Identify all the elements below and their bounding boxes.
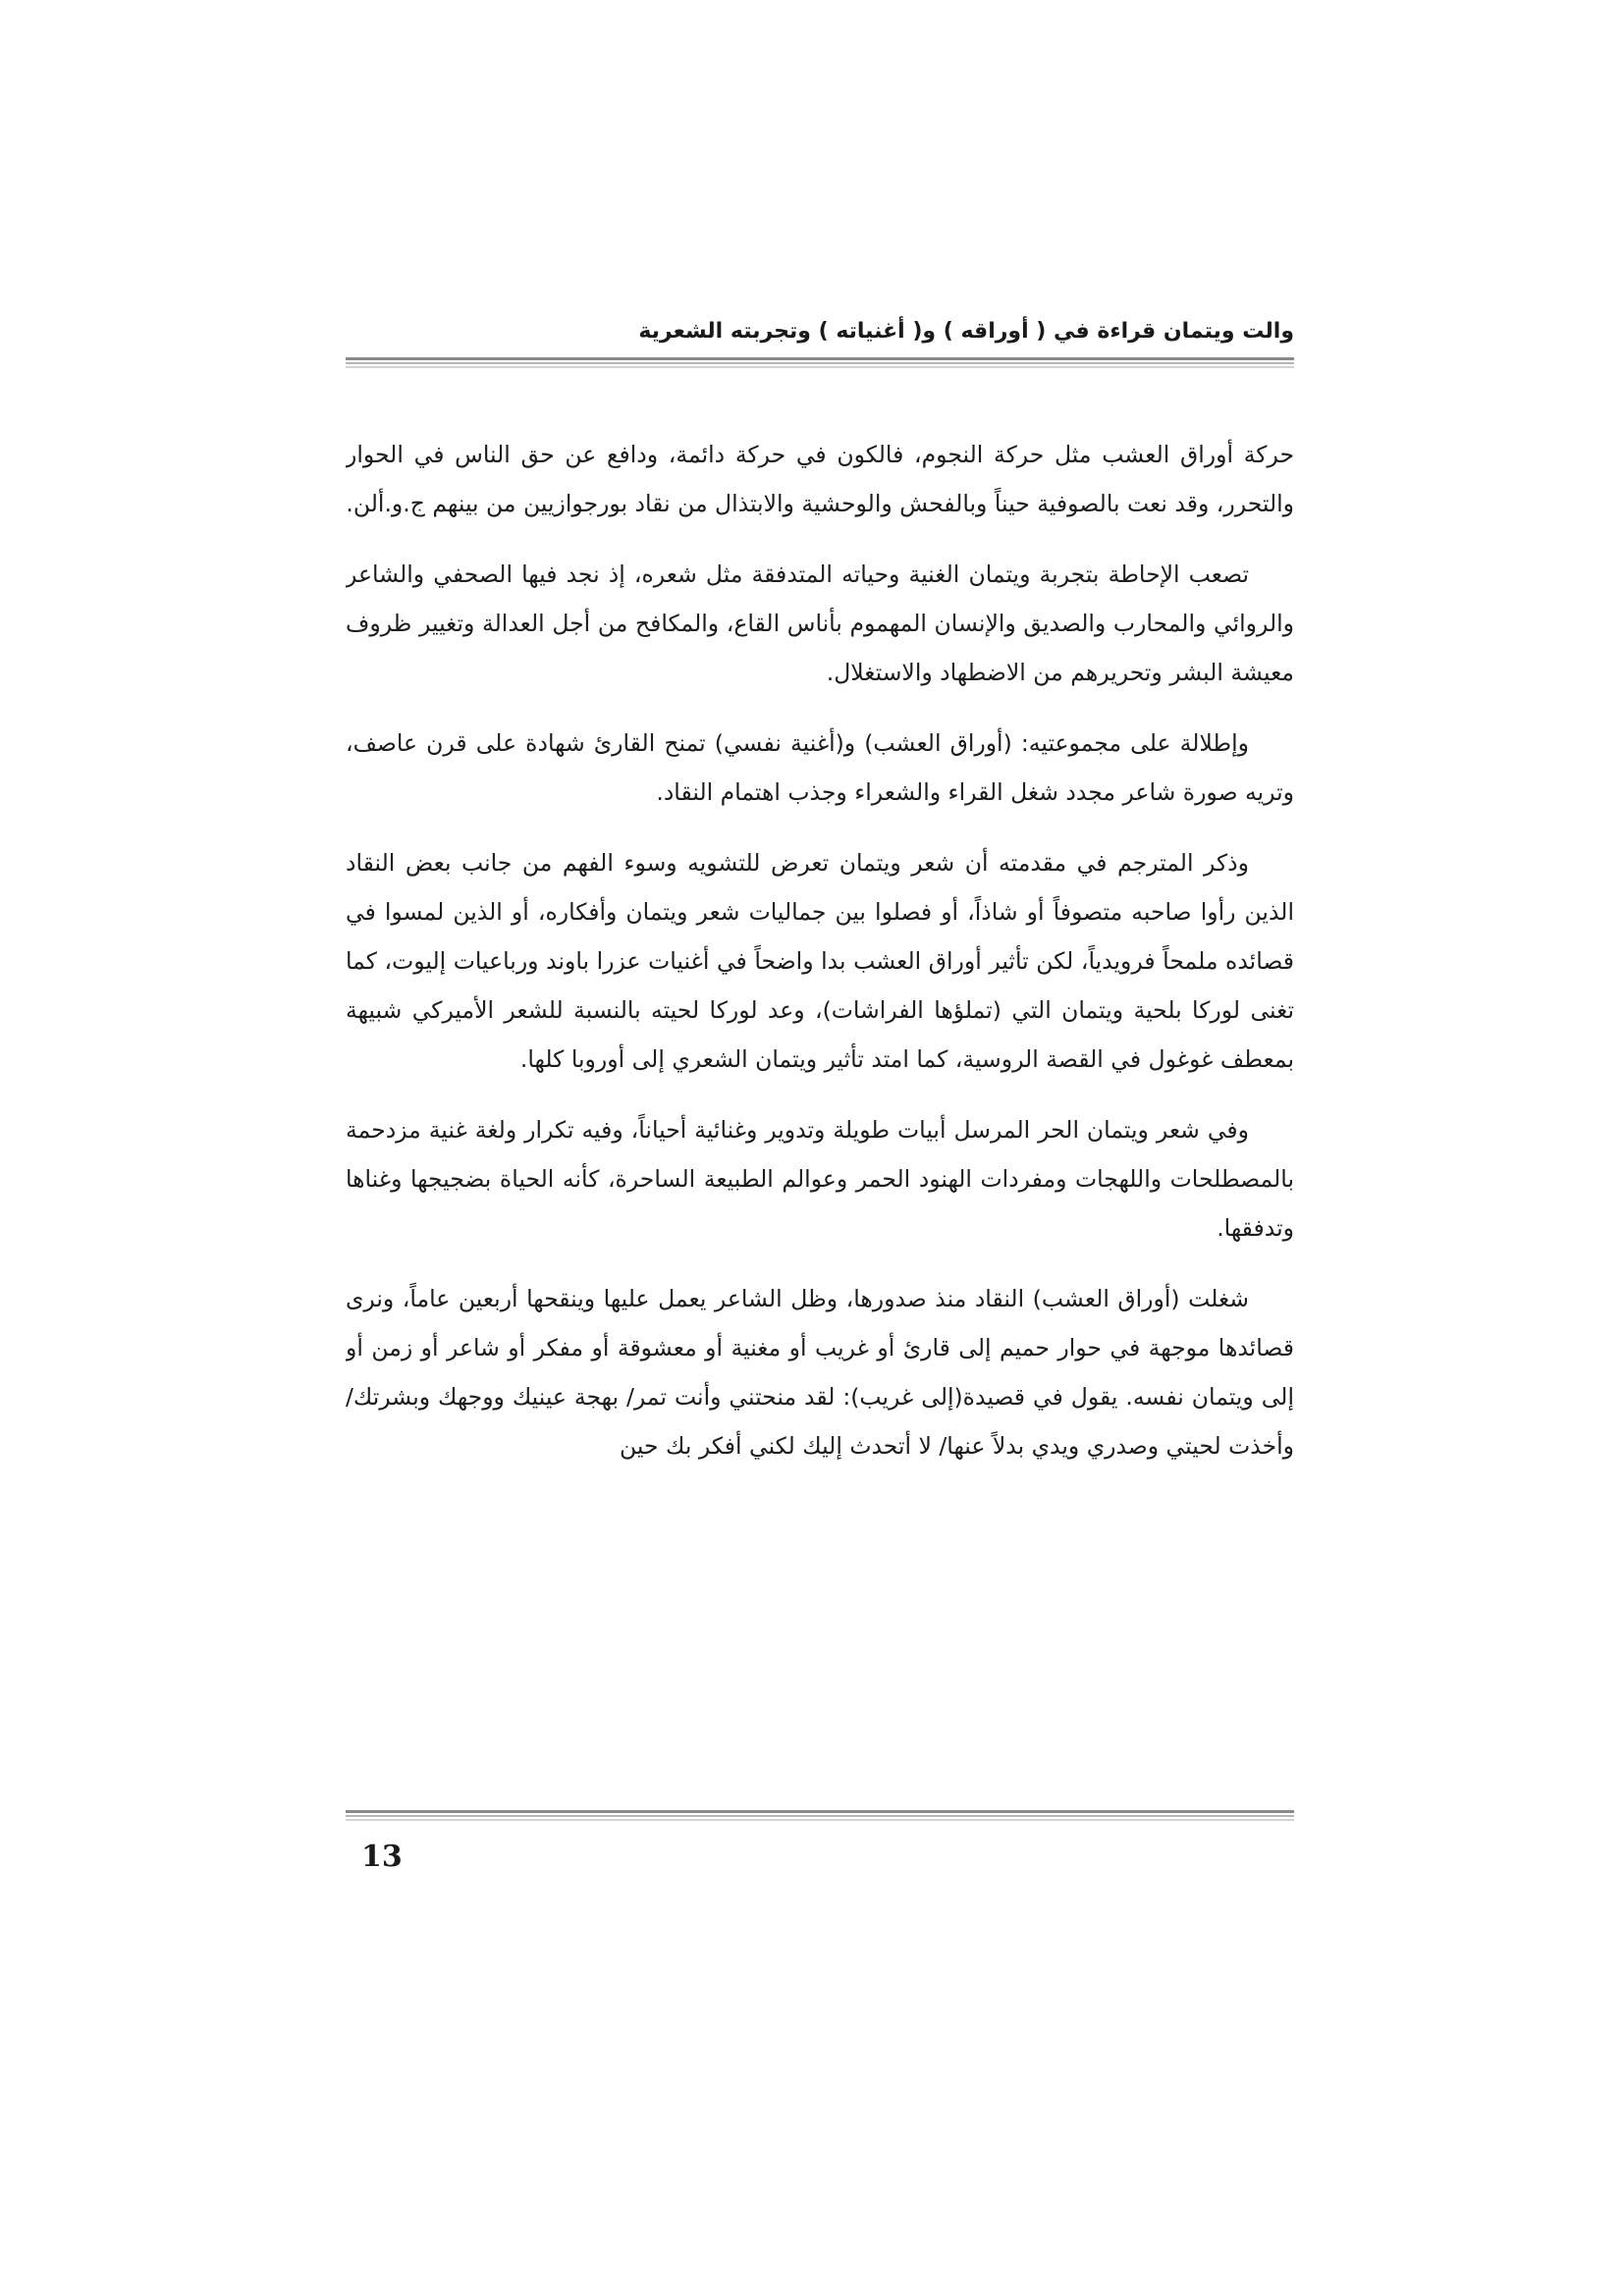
paragraph: وفي شعر ويتمان الحر المرسل أبيات طويلة وتدوير وغنائية أحياناً، وفيه تكرار ولغة غنية مزدحمة بالمصطلحات واللهجات ومفردات الهنود الحمر وعوالم الطبيعة الساحرة، كأنه الحياة بضجيجها وغناها وتدفقها. [346,1116,1294,1242]
page-number: 13 [361,1840,403,1874]
running-header-title: والت ويتمان قراءة في ( أوراقه ) و( أغنياته ) وتجربته الشعرية [638,319,1294,344]
body-text [346,430,1294,1804]
paragraph: حركة أوراق العشب مثل حركة النجوم، فالكون في حركة دائمة، ودافع عن حق الناس في الحوار والتحرر، وقد نعت بالصوفية حيناً وبالفحش والوحشية والابتذال من نقاد بورجوازيين من بينهم ج.و.ألن. [346,441,1294,517]
paragraph: وذكر المترجم في مقدمته أن شعر ويتمان تعرض للتشويه وسوء الفهم من جانب بعض النقاد الذين رأوا صاحبه متصوفاً أو شاذاً، أو فصلوا بين جماليات شعر ويتمان وأفكاره، أو الذين لمسوا في قصائده ملمحاً فرويدياً، لكن تأثير أوراق العشب بدا واضحاً في أغنيات عزرا باوند ورباعيات إليوت، كما تغنى لوركا بلحية ويتمان التي (تملؤها الفراشات)، وعد لوركا لحيته بالنسبة للشعر الأميركي شبيهة بمعطف غوغول في القصة الروسية، كما امتد تأثير ويتمان الشعري إلى أوروبا كلها. [346,849,1294,1073]
header-divider [346,357,1294,369]
footer-divider [346,1810,1294,1822]
paragraph: تصعب الإحاطة بتجربة ويتمان الغنية وحياته المتدفقة مثل شعره، إذ نجد فيها الصحفي والشاعر والروائي والمحارب والصديق والإنسان المهموم بأناس القاع، والمكافح من أجل العدالة وتغيير ظروف معيشة البشر وتحريرهم من الاضطهاد والاستغلال. [346,561,1294,686]
paragraph: شغلت (أوراق العشب) النقاد منذ صدورها، وظل الشاعر يعمل عليها وينقحها أربعين عاماً، ونرى قصائدها موجهة في حوار حميم إلى قارئ أو غريب أو مغنية أو معشوقة أو مفكر أو شاعر أو زمن أو إلى ويتمان نفسه. يقول في قصيدة(إلى غريب): لقد منحتني وأنت تمر/ بهجة عينيك ووجهك وبشرتك/ وأخذت لحيتي وصدري ويدي بدلاً عنها/ لا أتحدث إليك لكني أفكر بك حين [346,1285,1294,1460]
paragraph: وإطلالة على مجموعتيه: (أوراق العشب) و(أغنية نفسي) تمنح القارئ شهادة على قرن عاصف، وتريه صورة شاعر مجدد شغل القراء والشعراء وجذب اهتمام النقاد. [346,729,1294,806]
